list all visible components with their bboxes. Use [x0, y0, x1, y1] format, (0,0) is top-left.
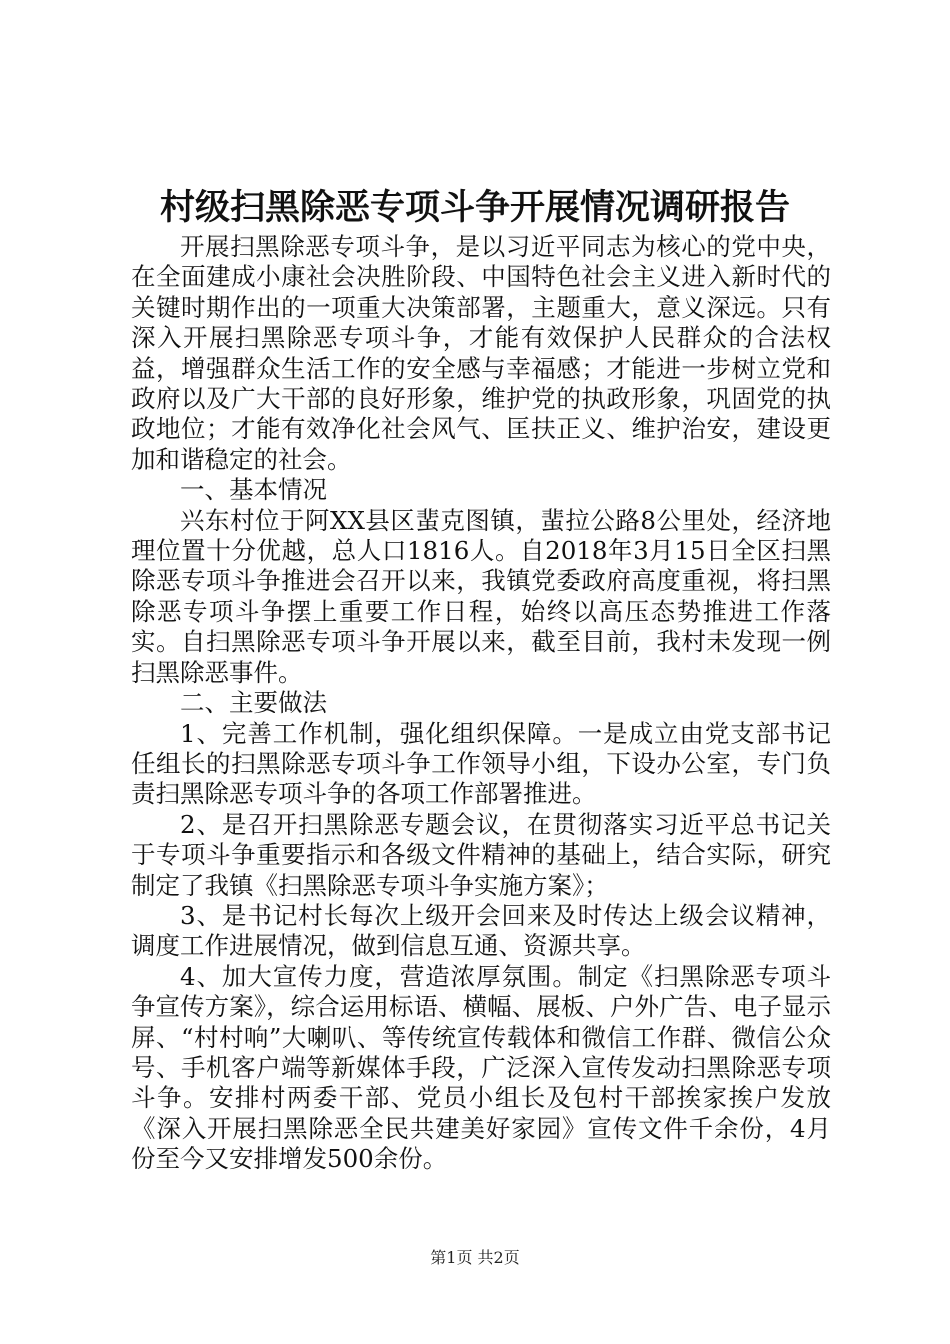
measure-paragraph-1: 1、完善工作机制，强化组织保障。一是成立由党支部书记任组长的扫黑除恶专项斗争工作领导小组，下设办公室，专门负责扫黑除恶专项斗争的各项工作部署推进。	[131, 718, 831, 809]
section-heading-basic: 一、基本情况	[180, 475, 327, 505]
intro-paragraph: 开展扫黑除恶专项斗争，是以习近平同志为核心的党中央，在全面建成小康社会决胜阶段、中国特色社会主义进入新时代的关键时期作出的一项重大决策部署，主题重大，意义深远。只有深入开展扫黑除恶专项斗争，才能有效保护人民群众的合法权益，增强群众生活工作的安全感与幸福感；才能进一步树立党和政府以及广大干部的良好形象，维护党的执政形象，巩固党的执政地位；才能有效净化社会风气、匡扶正义、维护治安，建设更加和谐稳定的社会。	[131, 232, 831, 474]
basic-info-paragraph: 兴东村位于阿XX县区蜚克图镇，蜚拉公路8公里处，经济地理位置十分优越，总人口1816人。自2018年3月15日全区扫黑除恶专项斗争推进会召开以来，我镇党委政府高度重视，将扫黑除恶专项斗争摆上重要工作日程，始终以高压态势推进工作落实。自扫黑除恶专项斗争开展以来，截至目前，我村未发现一例扫黑除恶事件。	[131, 505, 831, 687]
measure-paragraph-2: 2、是召开扫黑除恶专题会议，在贯彻落实习近平总书记关于专项斗争重要指示和各级文件精神的基础上，结合实际，研究制定了我镇《扫黑除恶专项斗争实施方案》；	[131, 809, 831, 900]
document-body	[131, 232, 831, 1175]
measure-paragraph-4: 4、加大宣传力度，营造浓厚氛围。制定《扫黑除恶专项斗争宣传方案》，综合运用标语、横幅、展板、户外广告、电子显示屏、“村村响”大喇叭、等传统宣传载体和微信工作群、微信公众号、手机客户端等新媒体手段，广泛深入宣传发动扫黑除恶专项斗争。安排村两委干部、党员小组长及包村干部挨家挨户发放《深入开展扫黑除恶全民共建美好家园》宣传文件千余份，4月份至今又安排增发500余份。	[131, 961, 831, 1174]
measure-paragraph-3: 3、是书记村长每次上级开会回来及时传达上级会议精神，调度工作进展情况，做到信息互通、资源共享。	[131, 900, 831, 961]
page-number-footer: 第1页 共2页	[430, 1248, 520, 1267]
section-heading-measures: 二、主要做法	[180, 688, 327, 718]
document-title: 村级扫黑除恶专项斗争开展情况调研报告	[159, 187, 790, 228]
